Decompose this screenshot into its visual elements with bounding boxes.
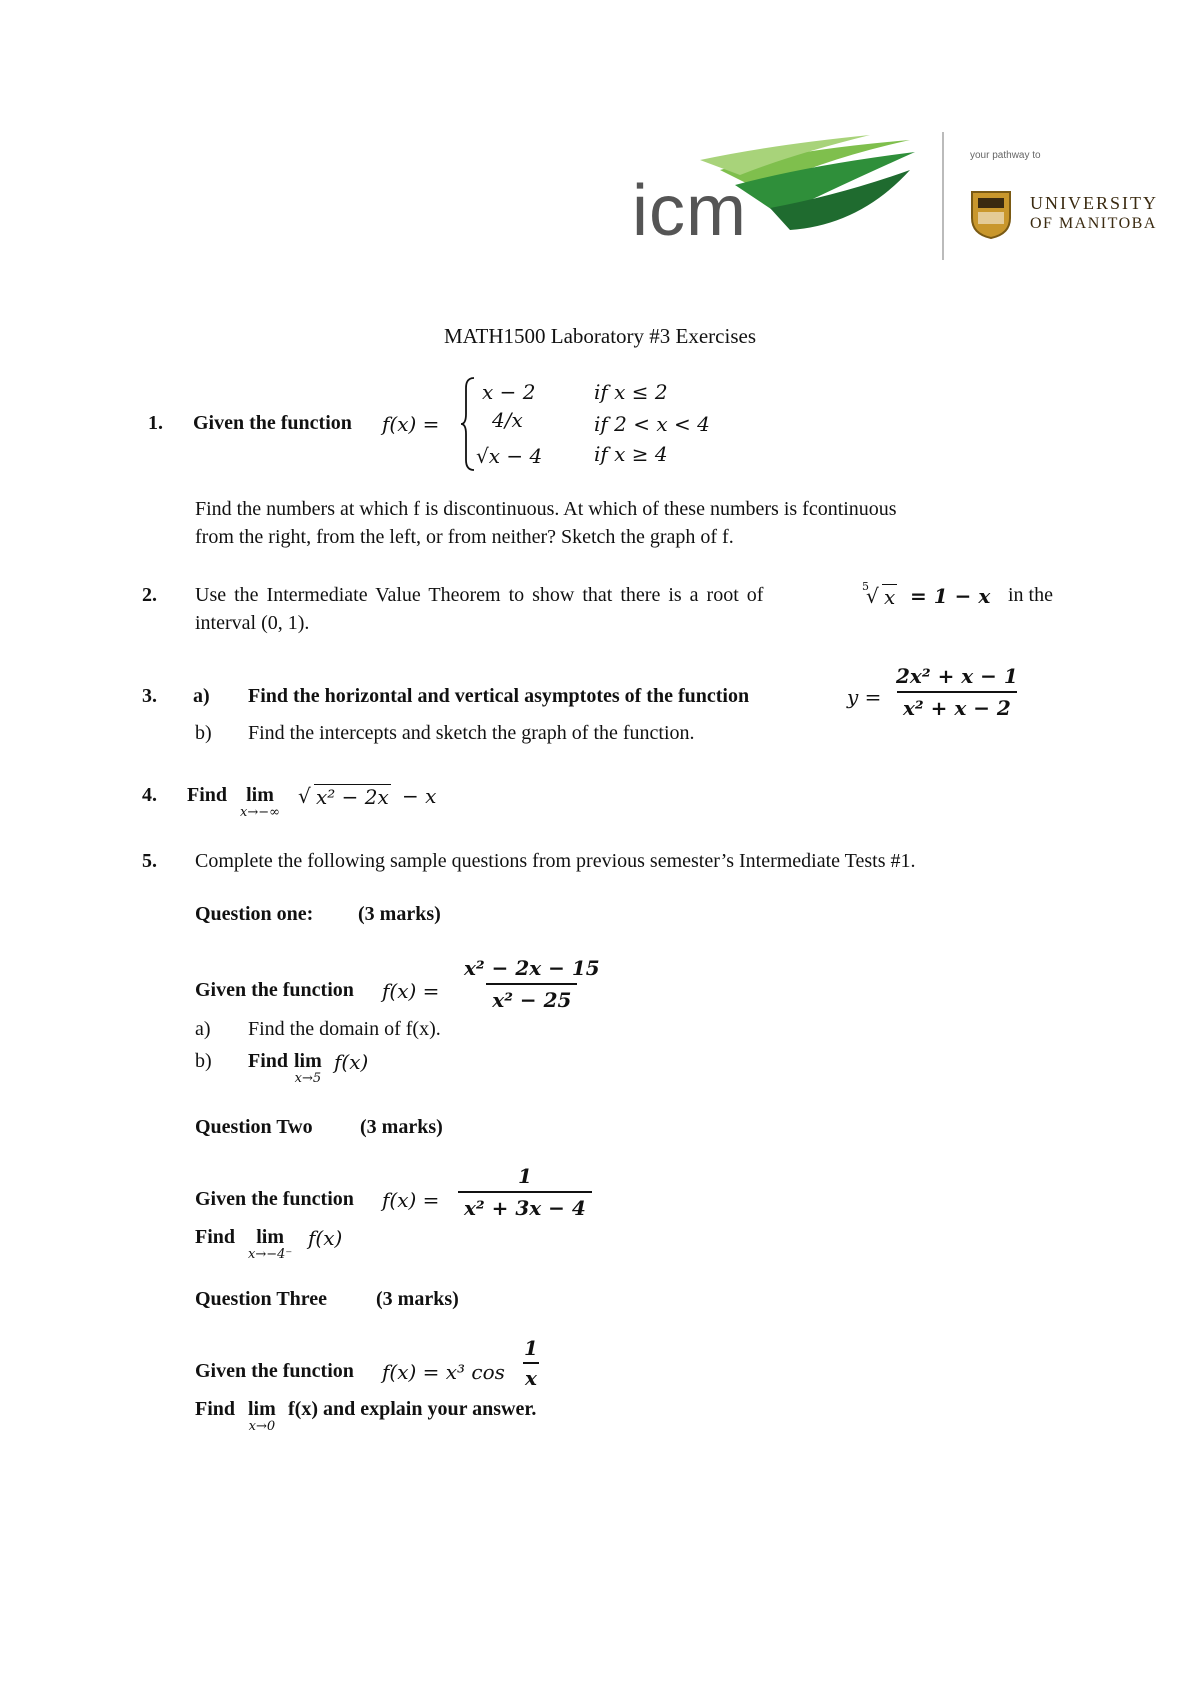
q5-question-one-lim-subscript: x→5 [294,1071,322,1086]
q5-question-one-marks: (3 marks) [358,903,441,925]
q1-case1-cond: if x ≤ 2 [594,380,668,404]
pathway-text: your pathway to [970,150,1041,161]
q2-line1-text: Use the Intermediate Value Theorem to show that there is a root of [195,584,764,606]
q1-case1-expr: x − 2 [482,380,536,404]
q3-y-eq: y = [847,685,882,709]
q5-question-one-fx: f(x) = [382,979,440,1003]
q4-tail: − x [402,784,437,808]
q3-number: 3. [142,685,157,707]
q3-a-text: Find the horizontal and vertical asymptotes of the function [248,685,750,707]
q5-question-two-numerator: 1 [517,1164,532,1188]
q2-line2: interval (0, 1). [195,612,310,634]
q4-lim-word: lim [246,784,274,806]
q5-question-one-lim-word: lim [294,1050,322,1072]
q5-question-two-limit [248,1226,292,1262]
q5-question-one-b-label: b) [195,1050,212,1072]
icm-wordmark: icm [632,171,747,251]
q3-numerator: 2x² + x − 1 [896,664,1018,688]
q4-number: 4. [142,784,157,806]
q5-question-two-fx: f(x) = [382,1188,440,1212]
q4-radicand: x² − 2x [316,785,389,809]
q5-question-two-marks: (3 marks) [360,1116,443,1138]
q5-question-three-fx: f(x) = x³ cos [382,1360,505,1384]
logo-divider [942,132,944,260]
q5-question-three-denominator: x [523,1362,539,1390]
q3-b-label: b) [195,722,212,744]
q1-case2-cond: if 2 < x < 4 [594,412,710,436]
q2-equation-rest: = 1 − x [910,584,991,608]
q5-question-one-numerator: x² − 2x − 15 [464,956,600,980]
q5-question-two-lead: Given the function [195,1188,354,1210]
q5-question-two-lim-word: lim [256,1226,285,1248]
q5-intro: Complete the following sample questions from previous semester’s Intermediate Tests #1. [195,850,916,872]
q4-find: Find [187,784,228,806]
icm-logo [632,130,920,260]
q3-b-text: Find the intercepts and sketch the graph of the function. [248,722,695,744]
q5-question-two-denominator: x² + 3x − 4 [458,1191,592,1220]
q5-question-two-lim-subscript: x→−4⁻ [248,1247,293,1262]
q5-question-one-denominator: x² − 25 [486,983,577,1012]
q5-question-one-limit [294,1050,322,1086]
university-crest-icon [970,188,1012,240]
page-title: MATH1500 Laboratory #3 Exercises [443,324,756,348]
q5-question-three-heading: Question Three [195,1288,328,1310]
q1-number: 1. [148,412,163,434]
university-name-line2: OF MANITOBA [1030,215,1157,232]
q1-case3-cond: if x ≥ 4 [594,442,668,466]
q2-root-expr: x [884,585,896,609]
q2-root-sign: √ [866,584,879,608]
q5-question-three-find: Find [195,1398,236,1420]
q5-question-three-fraction [522,1336,540,1390]
q5-question-two-find: Find [195,1226,236,1248]
q5-question-one-a-label: a) [195,1018,211,1040]
q5-question-one-heading: Question one: [195,903,314,925]
q1-case2-expr: 4/x [492,408,523,432]
q5-question-three-numerator: 1 [524,1336,538,1360]
q5-question-one-b-fx: f(x) [334,1050,369,1074]
q5-question-three-limit [248,1398,276,1434]
q4-limit [240,784,280,820]
q3-fraction [890,664,1024,720]
q5-question-three-marks: (3 marks) [376,1288,459,1310]
q5-question-two-lim-fx: f(x) [308,1226,343,1250]
q5-question-two-heading: Question Two [195,1116,313,1138]
q1-paragraph-line2: from the right, from the left, or from neither? Sketch the graph of f. [195,526,734,548]
q5-question-one-lead: Given the function [195,979,354,1001]
q1-case3-expr: √x − 4 [476,444,543,468]
q5-question-three-lim-subscript: x→0 [248,1419,276,1434]
q3-a-label: a) [193,685,210,707]
q5-number: 5. [142,850,157,872]
q5-question-one-a-text: Find the domain of f(x). [248,1018,441,1040]
q2-line1-tail: in the [1008,584,1053,606]
q1-paragraph-line1: Find the numbers at which f is discontinuous. At which of these numbers is fcontinuous [195,498,897,520]
q1-brace [460,376,476,472]
q4-lim-subscript: x→−∞ [240,805,280,820]
q4-root-sign: √ [298,784,311,808]
q5-question-one-fraction [458,956,606,1012]
q5-question-one-b-find: Find [248,1050,289,1072]
q5-question-three-lim-word: lim [248,1398,276,1420]
university-name-line1: UNIVERSITY [1030,193,1158,213]
q1-lead: Given the function [193,412,352,434]
q5-question-three-lead: Given the function [195,1360,354,1382]
q5-question-three-tail: f(x) and explain your answer. [288,1398,537,1420]
q3-denominator: x² + x − 2 [897,691,1017,720]
q2-number: 2. [142,584,157,606]
q1-fx: f(x) = [382,412,440,436]
q2-root-index: 5 [862,580,869,593]
q5-question-two-fraction [458,1164,592,1220]
